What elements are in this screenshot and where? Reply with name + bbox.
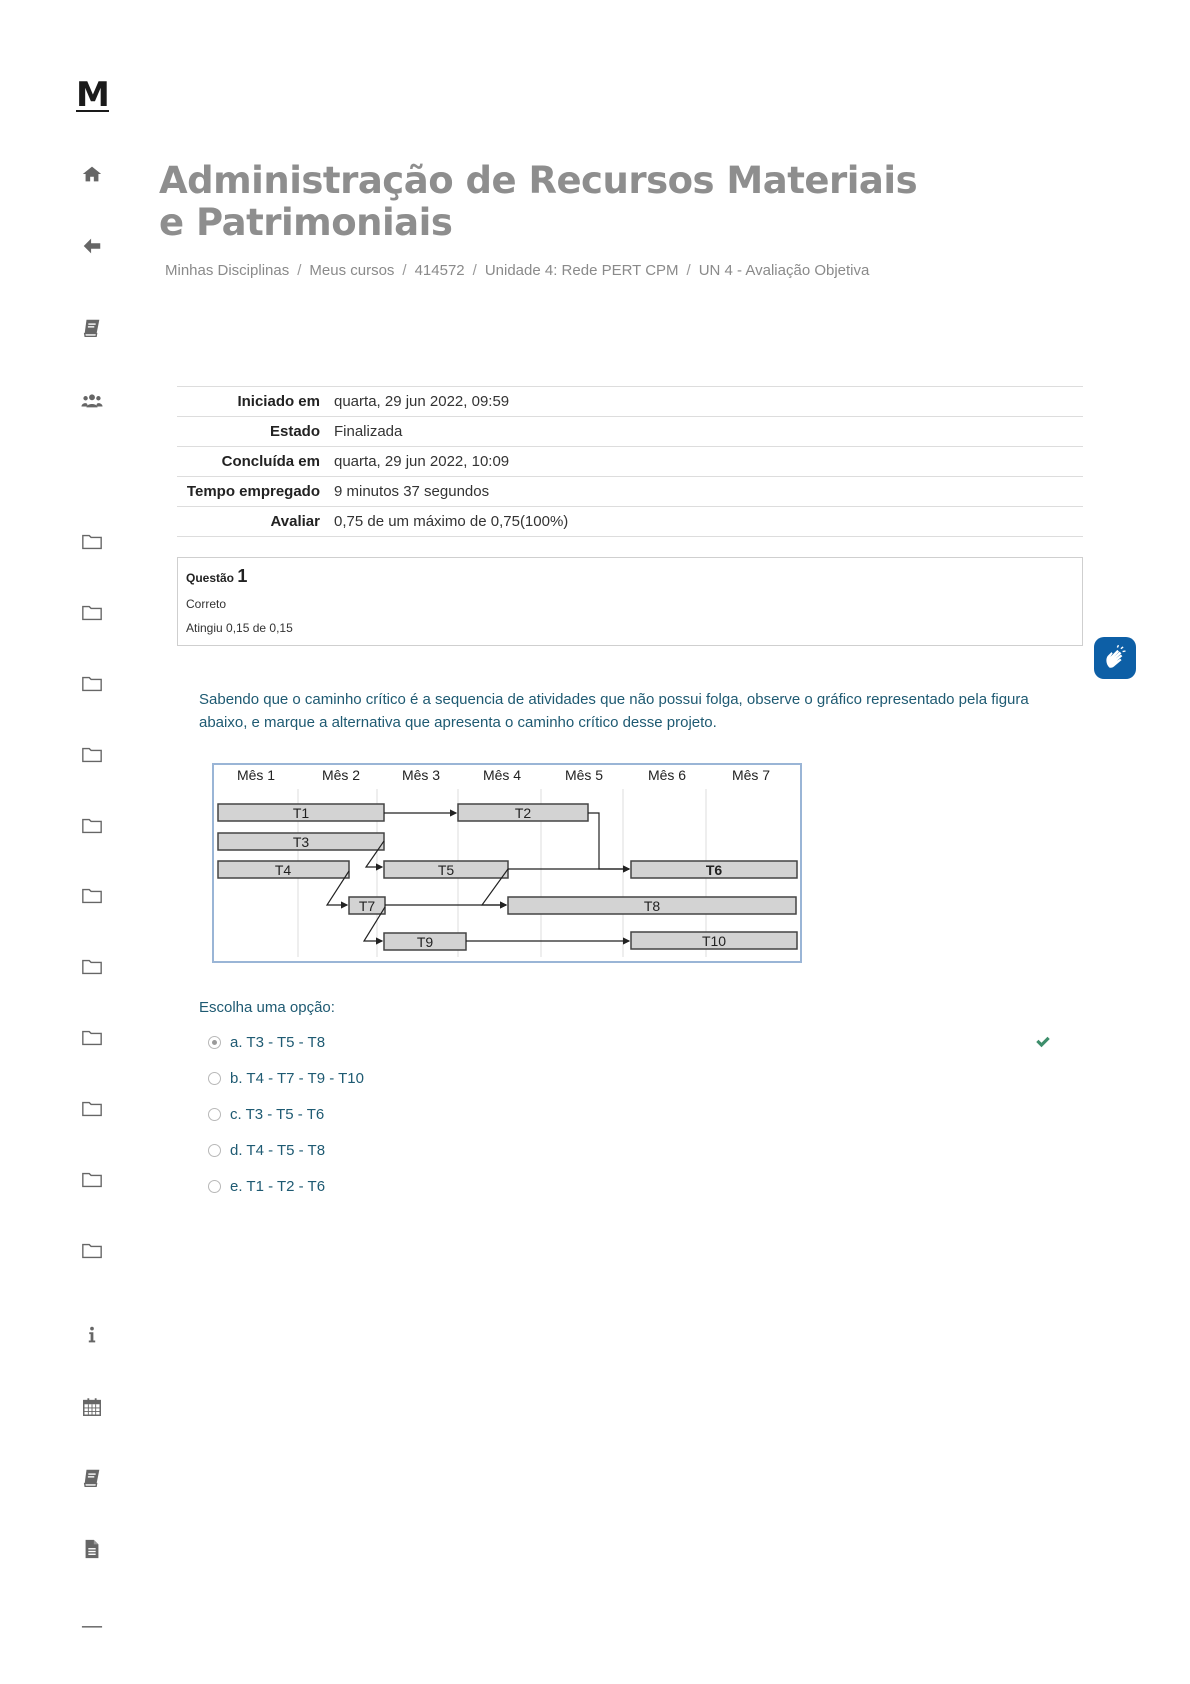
option-label[interactable]: e. T1 - T2 - T6 — [230, 1177, 326, 1195]
breadcrumb-link[interactable]: 414572 — [414, 262, 465, 279]
gantt-month-label: Mês 2 — [321, 767, 361, 783]
question-text: Sabendo que o caminho crítico é a sequencia de atividades que não possui folga, observe o gráfico representado pela figura abaixo, e marque a alternativa que apresenta o caminho crítico desse projeto. — [199, 691, 1029, 731]
answer-option[interactable] — [208, 1168, 1058, 1204]
breadcrumb-separator: / — [472, 262, 477, 279]
choose-option-label: Escolha uma opção: — [199, 999, 335, 1016]
option-radio[interactable] — [208, 1072, 221, 1085]
breadcrumb-link[interactable]: Unidade 4: Rede PERT CPM — [484, 262, 679, 279]
folder-icon[interactable] — [80, 601, 104, 625]
gantt-task-label: T8 — [643, 898, 661, 914]
summary-value: quarta, 29 jun 2022, 10:09 — [327, 447, 1083, 477]
answer-options — [208, 1024, 1058, 1204]
folder-icon[interactable] — [80, 530, 104, 554]
option-label[interactable]: b. T4 - T7 - T9 - T10 — [230, 1069, 364, 1087]
gantt-task-label: T5 — [437, 862, 455, 878]
folder-icon[interactable] — [80, 1168, 104, 1192]
back-arrow-icon[interactable] — [80, 234, 104, 258]
question-number-value: 1 — [237, 566, 248, 586]
summary-value: 0,75 de um máximo de 0,75(100%) — [327, 507, 1083, 537]
collapse-icon[interactable] — [80, 1615, 104, 1639]
summary-value: quarta, 29 jun 2022, 09:59 — [327, 387, 1083, 417]
option-label[interactable]: c. T3 - T5 - T6 — [230, 1105, 325, 1123]
answer-option[interactable] — [208, 1024, 1058, 1060]
book-icon[interactable] — [80, 1466, 104, 1490]
question-score: Atingiu 0,15 de 0,15 — [186, 621, 293, 635]
option-radio[interactable] — [208, 1144, 221, 1157]
gantt-month-label: Mês 1 — [236, 767, 276, 783]
folder-icon[interactable] — [80, 743, 104, 767]
question-label: Questão — [186, 571, 235, 585]
gantt-month-label: Mês 6 — [647, 767, 687, 783]
breadcrumb-link[interactable]: Meus cursos — [309, 262, 395, 279]
option-radio[interactable] — [208, 1036, 221, 1049]
question-status: Correto — [186, 597, 227, 611]
summary-label: Estado — [177, 417, 327, 447]
summary-label: Concluída em — [177, 447, 327, 477]
home-icon[interactable] — [80, 162, 104, 186]
gantt-task-label: T9 — [416, 934, 434, 950]
sign-language-icon — [1101, 644, 1129, 672]
gantt-month-label: Mês 7 — [731, 767, 771, 783]
folder-icon[interactable] — [80, 884, 104, 908]
correct-check-icon — [1034, 1033, 1052, 1051]
folder-icon[interactable] — [80, 1097, 104, 1121]
document-icon[interactable] — [80, 1537, 104, 1561]
gantt-task-label: T2 — [514, 805, 532, 821]
breadcrumb-link[interactable]: UN 4 - Avaliação Objetiva — [698, 262, 870, 279]
breadcrumb-separator: / — [402, 262, 407, 279]
question-info-box — [177, 557, 1083, 646]
calendar-icon[interactable] — [80, 1395, 104, 1419]
breadcrumb — [165, 262, 869, 279]
summary-label: Tempo empregado — [177, 477, 327, 507]
accessibility-button[interactable] — [1094, 637, 1136, 679]
summary-row — [177, 387, 1083, 417]
summary-row — [177, 477, 1083, 507]
summary-row — [177, 507, 1083, 537]
summary-row — [177, 447, 1083, 477]
gantt-task-label: T3 — [292, 834, 310, 850]
breadcrumb-separator: / — [686, 262, 691, 279]
gantt-task-label: T10 — [701, 933, 727, 949]
question-number — [186, 566, 1074, 587]
gantt-month-label: Mês 5 — [564, 767, 604, 783]
book-icon[interactable] — [80, 316, 104, 340]
summary-value: 9 minutos 37 segundos — [327, 477, 1083, 507]
summary-label: Avaliar — [177, 507, 327, 537]
option-label[interactable]: a. T3 - T5 - T8 — [230, 1033, 326, 1051]
folder-icon[interactable] — [80, 672, 104, 696]
answer-option[interactable] — [208, 1132, 1058, 1168]
option-radio[interactable] — [208, 1180, 221, 1193]
gantt-task-label: T1 — [292, 805, 310, 821]
option-label[interactable]: d. T4 - T5 - T8 — [230, 1141, 326, 1159]
summary-row — [177, 417, 1083, 447]
summary-value: Finalizada — [327, 417, 1083, 447]
summary-label: Iniciado em — [177, 387, 327, 417]
gantt-month-label: Mês 3 — [401, 767, 441, 783]
gantt-task-label: T4 — [274, 862, 292, 878]
breadcrumb-separator: / — [297, 262, 302, 279]
attempt-summary-table — [177, 386, 1083, 537]
folder-icon[interactable] — [80, 955, 104, 979]
gantt-chart-svg — [214, 765, 800, 961]
answer-option[interactable] — [208, 1060, 1058, 1096]
gantt-task-label: T6 — [705, 862, 723, 878]
folder-icon[interactable] — [80, 1239, 104, 1263]
folder-icon[interactable] — [80, 1026, 104, 1050]
users-icon[interactable] — [80, 389, 104, 413]
breadcrumb-link[interactable]: Minhas Disciplinas — [165, 262, 290, 279]
option-radio[interactable] — [208, 1108, 221, 1121]
info-icon[interactable] — [80, 1323, 104, 1347]
answer-option[interactable] — [208, 1096, 1058, 1132]
page-title: Administração de Recursos Materiais e Patrimoniais — [159, 159, 918, 244]
site-logo[interactable]: M — [76, 75, 109, 115]
gantt-chart-image — [212, 763, 802, 963]
folder-icon[interactable] — [80, 814, 104, 838]
gantt-month-label: Mês 4 — [482, 767, 522, 783]
gantt-task-label: T7 — [358, 898, 376, 914]
